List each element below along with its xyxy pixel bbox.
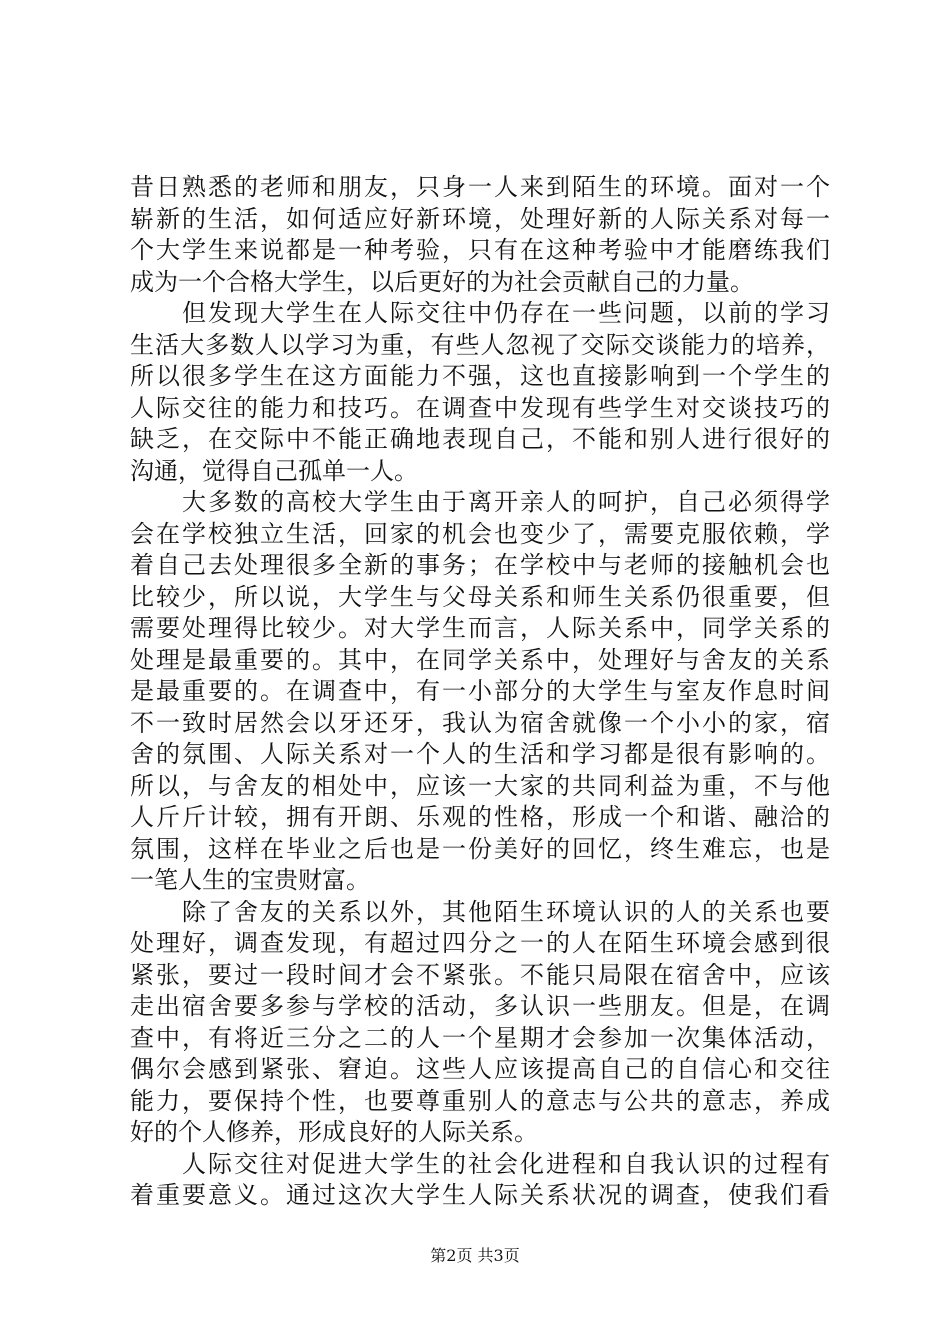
text-line: 人际交往的能力和技巧。在调查中发现有些学生对交谈技巧的 <box>130 393 830 422</box>
text-line: 是最重要的。在调查中，有一小部分的大学生与室友作息时间 <box>130 677 830 705</box>
text-line: 所以，与舍友的相处中，应该一大家的共同利益为重，不与他 <box>130 771 830 800</box>
page-footer: 第2页 共3页 <box>430 1246 520 1265</box>
text-line: 崭新的生活，如何适应好新环境，处理好新的人际关系对每一 <box>130 204 830 233</box>
text-line: 所以很多学生在这方面能力不强，这也直接影响到一个学生的 <box>130 362 830 390</box>
text-line: 比较少，所以说，大学生与父母关系和师生关系仍很重要，但 <box>130 582 830 611</box>
text-line: 会在学校独立生活，回家的机会也变少了，需要克服依赖，学 <box>130 519 830 548</box>
paragraph <box>130 1149 830 1212</box>
text-line: 除了舍友的关系以外，其他陌生环境认识的人的关系也要 <box>182 897 830 926</box>
text-line: 查中，有将近三分之二的人一个星期才会参加一次集体活动， <box>130 1023 830 1052</box>
text-line: 个大学生来说都是一种考验，只有在这种考验中才能磨练我们 <box>130 236 830 264</box>
text-line: 但发现大学生在人际交往中仍存在一些问题，以前的学习 <box>182 299 830 327</box>
paragraph <box>130 298 830 487</box>
text-line: 舍的氛围、人际关系对一个人的生活和学习都是很有影响的。 <box>130 740 830 768</box>
text-line: 不一致时居然会以牙还牙，我认为宿舍就像一个小小的家，宿 <box>130 708 830 737</box>
text-line: 偶尔会感到紧张、窘迫。这些人应该提高自己的自信心和交往 <box>130 1055 830 1083</box>
text-line: 着重要意义。通过这次大学生人际关系状况的调查，使我们看 <box>130 1181 830 1209</box>
text-line: 紧张，要过一段时间才会不紧张。不能只局限在宿舍中，应该 <box>130 960 830 989</box>
text-line: 处理好，调查发现，有超过四分之一的人在陌生环境会感到很 <box>130 929 830 957</box>
text-line: 昔日熟悉的老师和朋友，只身一人来到陌生的环境。面对一个 <box>130 173 830 201</box>
paragraph <box>130 487 830 897</box>
text-line: 需要处理得比较少。对大学生而言，人际关系中，同学关系的 <box>130 614 830 642</box>
text-line: 一笔人生的宝贵财富。 <box>130 866 370 894</box>
text-line: 成为一个合格大学生，以后更好的为社会贡献自己的力量。 <box>130 267 754 296</box>
text-line: 着自己去处理很多全新的事务；在学校中与老师的接触机会也 <box>130 551 830 579</box>
text-line: 人际交往对促进大学生的社会化进程和自我认识的过程有 <box>182 1149 830 1178</box>
text-line: 能力，要保持个性，也要尊重别人的意志与公共的意志，养成 <box>130 1086 830 1115</box>
body-text <box>130 172 830 1212</box>
paragraph <box>130 897 830 1149</box>
text-line: 好的个人修养，形成良好的人际关系。 <box>130 1118 538 1146</box>
text-line: 大多数的高校大学生由于离开亲人的呵护，自己必须得学 <box>182 488 830 516</box>
text-line: 生活大多数人以学习为重，有些人忽视了交际交谈能力的培养， <box>130 330 830 359</box>
text-line: 缺乏，在交际中不能正确地表现自己，不能和别人进行很好的 <box>130 425 830 453</box>
text-line: 沟通，觉得自己孤单一人。 <box>130 456 418 485</box>
text-line: 人斤斤计较，拥有开朗、乐观的性格，形成一个和谐、融洽的 <box>130 803 830 831</box>
text-line: 氛围，这样在毕业之后也是一份美好的回忆，终生难忘，也是 <box>130 834 830 863</box>
text-line: 处理是最重要的。其中，在同学关系中，处理好与舍友的关系 <box>130 645 830 674</box>
text-line: 走出宿舍要多参与学校的活动，多认识一些朋友。但是，在调 <box>130 992 830 1020</box>
paragraph <box>130 172 830 298</box>
